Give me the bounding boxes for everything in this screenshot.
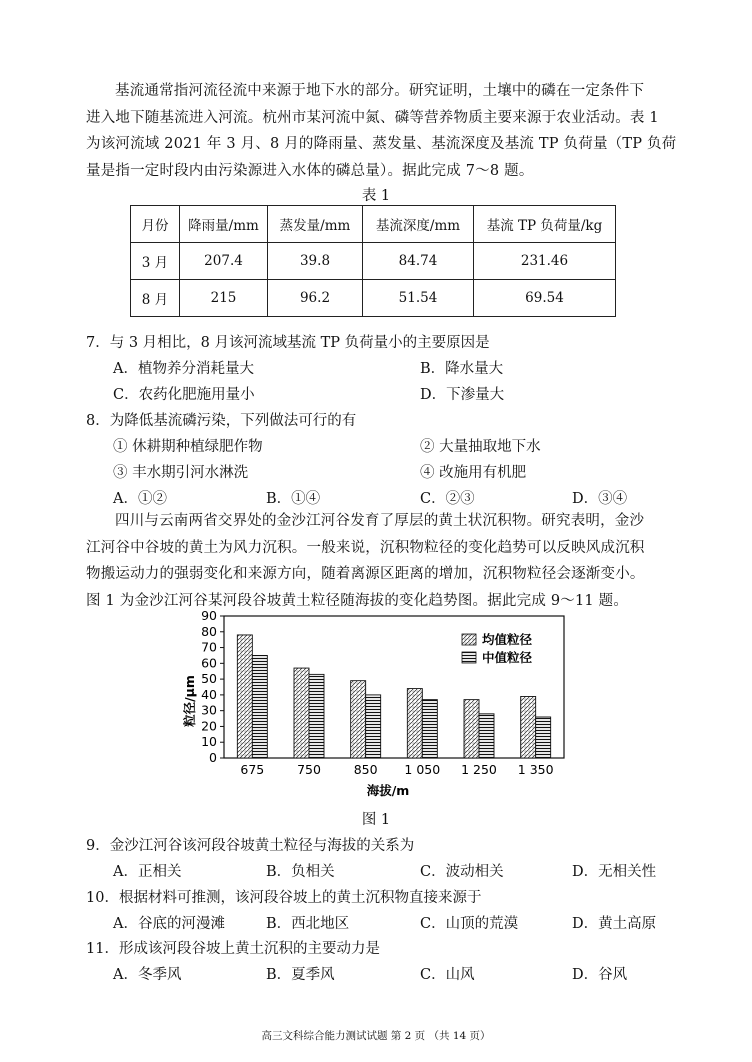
x-tick-label: 1 250 <box>461 762 497 777</box>
q10-option-a[interactable]: A．谷底的河漫滩 <box>113 916 225 932</box>
y-tick-label: 40 <box>201 686 217 702</box>
chart-legend <box>462 632 533 665</box>
q9-option-b[interactable]: B．负相关 <box>266 864 335 880</box>
q9-option-d[interactable]: D．无相关性 <box>572 864 657 880</box>
y-tick-label: 70 <box>201 639 217 655</box>
y-tick-label: 60 <box>201 655 217 671</box>
q8-statement-2: ② 大量抽取地下水 <box>420 439 541 455</box>
intro1-line-3: 为该河流域 2021 年 3 月、8 月的降雨量、蒸发量、基流深度及基流 TP 负荷量（TP 负荷 <box>86 136 677 152</box>
intro1-line-1: 基流通常指河流径流中来源于地下水的部分。研究证明，土壤中的磷在一定条件下 <box>115 83 645 99</box>
y-tick-label: 50 <box>201 671 217 687</box>
y-tick-label: 90 <box>201 608 217 623</box>
q8-statement-3: ③ 丰水期引河水淋洗 <box>113 465 249 481</box>
table-cell: 207.4 <box>180 243 268 280</box>
table-cell: 8 月 <box>131 280 180 317</box>
bar-mean-grain-size <box>294 668 309 758</box>
q8-statement-1: ① 休耕期种植绿肥作物 <box>113 439 263 455</box>
q7-option-c[interactable]: C．农药化肥施用量小 <box>113 387 255 403</box>
q8-statement-4: ④ 改施用有机肥 <box>420 465 527 481</box>
bar-median-grain-size <box>422 700 437 758</box>
q8-option-a[interactable]: A．①② <box>113 491 167 507</box>
bar-mean-grain-size <box>351 681 366 758</box>
table-cell: 96.2 <box>268 280 363 317</box>
q7-option-d[interactable]: D．下渗量大 <box>420 387 505 403</box>
question-8-stem: 8．为降低基流磷污染，下列做法可行的有 <box>86 413 357 429</box>
table-header-cell: 降雨量/mm <box>180 206 268 243</box>
table-header-cell: 蒸发量/mm <box>268 206 363 243</box>
q8-option-b[interactable]: B．①④ <box>266 491 321 507</box>
table-row <box>131 243 616 280</box>
bar-mean-grain-size <box>464 700 479 758</box>
table-cell: 84.74 <box>363 243 474 280</box>
bar-median-grain-size <box>309 674 324 758</box>
q7-option-a[interactable]: A．植物养分消耗量大 <box>113 361 254 377</box>
grain-size-bar-chart <box>180 606 580 806</box>
table-header-row <box>131 206 616 243</box>
q11-option-a[interactable]: A．冬季风 <box>113 967 182 983</box>
q7-option-b[interactable]: B．降水量大 <box>420 361 504 377</box>
intro1-line-4: 量是指一定时段内由污染源进入水体的磷总量）。据此完成 7～8 题。 <box>86 162 534 179</box>
q11-option-b[interactable]: B．夏季风 <box>266 967 335 983</box>
bar-median-grain-size <box>479 714 494 758</box>
intro-paragraph-2 <box>86 508 680 614</box>
table-cell: 39.8 <box>268 243 363 280</box>
legend-label-median: 中值粒径 <box>482 650 533 665</box>
y-tick-label: 0 <box>209 750 217 765</box>
bar-median-grain-size <box>252 655 267 758</box>
q9-option-a[interactable]: A．正相关 <box>113 864 182 880</box>
table-row <box>131 280 616 317</box>
q8-option-c[interactable]: C．②③ <box>420 491 475 507</box>
data-table <box>130 205 616 317</box>
intro2-line-4: 图 1 为金沙江河谷某河段谷坡黄土粒径随海拔的变化趋势图。据此完成 9～11 题。 <box>86 592 629 609</box>
x-tick-label: 750 <box>297 762 321 777</box>
y-tick-label: 30 <box>201 702 217 718</box>
question-10-stem: 10．根据材料可推测，该河段谷坡上的黄土沉积物直接来源于 <box>86 890 482 906</box>
y-tick-label: 10 <box>201 734 217 750</box>
question-11-stem: 11．形成该河段谷坡上黄土沉积的主要动力是 <box>86 941 380 957</box>
legend-swatch-mean <box>462 634 476 645</box>
y-tick-label: 20 <box>201 718 217 734</box>
intro1-line-2: 进入地下随基流进入河流。杭州市某河流中氮、磷等营养物质主要来源于农业活动。表 1 <box>86 109 659 126</box>
table-header-cell: 月份 <box>131 206 180 243</box>
table-cell: 231.46 <box>474 243 616 280</box>
table-header-cell: 基流深度/mm <box>363 206 474 243</box>
x-tick-label: 1 350 <box>517 762 554 777</box>
y-tick-label: 80 <box>201 623 217 639</box>
x-tick-label: 1 050 <box>404 762 441 777</box>
q10-option-c[interactable]: C．山顶的荒漠 <box>420 916 519 932</box>
intro2-line-3: 物搬运动力的强弱变化和来源方向，随着离源区距离的增加，沉积物粒径会逐渐变小。 <box>86 566 645 582</box>
bar-mean-grain-size <box>237 635 252 758</box>
question-7-stem: 7．与 3 月相比，8 月该河流域基流 TP 负荷量小的主要原因是 <box>86 335 490 351</box>
bar-mean-grain-size <box>407 689 422 758</box>
q10-option-b[interactable]: B．西北地区 <box>266 916 350 932</box>
table-cell: 69.54 <box>474 280 616 317</box>
table-cell: 215 <box>180 280 268 317</box>
bar-median-grain-size <box>536 717 551 758</box>
q9-option-c[interactable]: C．波动相关 <box>420 864 504 880</box>
q11-option-c[interactable]: C．山风 <box>420 967 475 983</box>
intro-paragraph-1 <box>86 78 680 184</box>
q8-option-d[interactable]: D．③④ <box>572 491 628 507</box>
table-cell: 51.54 <box>363 280 474 317</box>
intro2-line-2: 江河谷中谷坡的黄土为风力沉积。一般来说，沉积物粒径的变化趋势可以反映风成沉积 <box>86 539 645 556</box>
page-footer: 高三文科综合能力测试试题 第 2 页 （共 14 页） <box>261 1030 491 1042</box>
legend-label-mean: 均值粒径 <box>482 632 533 647</box>
chart-y-axis-label: 粒径/μm <box>182 675 197 727</box>
bar-mean-grain-size <box>521 696 536 758</box>
bar-median-grain-size <box>366 695 381 758</box>
figure-caption: 图 1 <box>361 812 391 828</box>
question-9-stem: 9．金沙江河谷该河段谷坡黄土粒径与海拔的关系为 <box>86 838 415 854</box>
table-caption: 表 1 <box>361 188 391 204</box>
table-header-cell: 基流 TP 负荷量/kg <box>474 206 616 243</box>
chart-x-axis-label: 海拔/m <box>366 783 410 798</box>
q11-option-d[interactable]: D．谷风 <box>572 967 628 983</box>
table-cell: 3 月 <box>131 243 180 280</box>
intro2-line-1: 四川与云南两省交界处的金沙江河谷发育了厚层的黄土状沉积物。研究表明，金沙 <box>115 513 645 529</box>
x-tick-label: 675 <box>240 762 265 777</box>
q10-option-d[interactable]: D．黄土高原 <box>572 916 657 932</box>
legend-swatch-median <box>462 652 476 663</box>
x-tick-label: 850 <box>353 762 378 777</box>
